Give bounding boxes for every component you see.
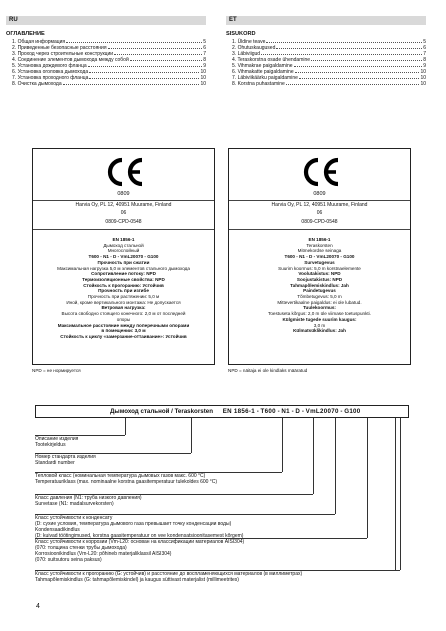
- cert-property-line: EN 1856-1: [112, 237, 135, 242]
- connector-line: [400, 418, 401, 570]
- code-condensate: D: [295, 408, 301, 415]
- toc-item-page: 5: [423, 39, 426, 45]
- certificate-number: 0809-CPD-0548: [301, 219, 338, 225]
- cert-property-line: Иной, кроме вертикального монтажа: Не допускается: [66, 299, 181, 305]
- toc-leader: [108, 45, 203, 49]
- cert-property-line: Tõmbetugevus: 5,0 m: [297, 294, 342, 300]
- toc-item-title: 4. Teraskorstna osade ühendamine: [232, 57, 311, 63]
- cert-property-line: Высота свободно стоящего конечного: 2,0 м от последней: [61, 311, 186, 317]
- designation-description: [35, 472, 217, 485]
- connector-line: [313, 418, 314, 494]
- cert-property-line: Voolutakistus: NPD: [298, 271, 341, 277]
- et-ce-marking-box: [228, 148, 411, 365]
- ce-year: 06: [316, 210, 323, 216]
- toc-item-page: 7: [203, 51, 206, 57]
- cert-property-line: Paindetugevus: [303, 288, 336, 294]
- code-standard: EN 1856-1: [222, 408, 255, 415]
- designation-code: Дымоход стальной / Teraskorsten EN 1856-1 - T600 - N1 - D - VmL20070 - G100: [110, 408, 361, 415]
- cert-property-line: Стойкость к прогоранию: Устойчив: [83, 282, 164, 288]
- description-line: Kondensaadikindlus: [35, 527, 80, 533]
- description-line: Класс устойчивости к прогоранию (G: устойчив) и расстояние до воспламеняющихся материалов (в миллиметрах): [35, 571, 303, 577]
- toc-item-page: 10: [420, 69, 426, 75]
- toc-item-title: 6. Vihmakatte paigaldamine: [232, 69, 294, 75]
- ce-notified-body-number: 0809: [313, 191, 326, 197]
- toc-item-title: 8. Очистка дымохода: [12, 81, 62, 87]
- cert-property-line: Soojustakistus: NPD: [296, 276, 343, 282]
- toc-item-title: 1. Üldine teave: [232, 39, 266, 45]
- connector-line: [35, 472, 282, 473]
- page-number: 4: [36, 603, 40, 610]
- toc-item-title: 3. Проход через строительные конструкции: [12, 51, 114, 57]
- toc-item-title: 7. Läbiviikäärku paigaldamine: [232, 75, 298, 81]
- connector-line: [367, 418, 368, 538]
- toc-leader: [266, 39, 422, 43]
- cert-property-line: Сопротивление потоку: NPD: [91, 271, 156, 277]
- ru-table-of-contents: [6, 31, 206, 87]
- cert-property-line: Suurim koormus: 5,0 m korstnaelemente: [278, 265, 361, 271]
- et-toc-title: SISUKORD: [226, 31, 256, 37]
- cert-property-line: T600 - N1 - D - VmL20070 - G100: [88, 254, 159, 260]
- ce-mark-icon: [33, 156, 214, 193]
- designation-description: [35, 538, 244, 563]
- designation-description: [35, 453, 96, 466]
- certificate-number: 0809-CPD-0548: [105, 219, 142, 225]
- toc-leader: [130, 57, 202, 61]
- description-line: Temperatuuriklass (max. nominaalne korstna gaasitemperatuur tulekoldes 600 °C): [35, 479, 218, 485]
- description-line: (D: сухие условия, температура дымового газа превышает точку конденсации воды): [35, 521, 232, 527]
- description-line: (D: kuivad töötingimused, korstna gaasitemperatuur on vee kondensatsioonitasemest kõrgem): [35, 533, 244, 539]
- toc-leader: [311, 57, 422, 61]
- cert-property-line: Максимальная нагрузка 5,0 м элементов стального дымохода: [57, 265, 190, 271]
- toc-item-title: 3. Läbiviigud: [232, 51, 261, 57]
- cert-property-line: EN 1856-1: [308, 237, 331, 242]
- toc-leader: [89, 69, 199, 73]
- connector-line: [35, 514, 335, 515]
- toc-item: [226, 81, 426, 87]
- toc-leader: [286, 81, 420, 85]
- toc-item-page: 10: [200, 81, 206, 87]
- toc-item-page: 10: [420, 81, 426, 87]
- cert-property-line: T600 - N1 - D - VmL20070 - G100: [284, 254, 355, 260]
- toc-item-page: 10: [200, 75, 206, 81]
- cert-property-line: в помещении: 3,0 м: [101, 328, 146, 334]
- cert-property-line: Mittevertikaalne paigaldus: ei ole lubatud.: [277, 299, 362, 305]
- description-line: (070: suitsutoru seina paksus): [35, 557, 102, 563]
- ru-npd-note: NPD = не нормируется: [32, 368, 81, 373]
- ce-notified-body-number: 0809: [117, 191, 130, 197]
- toc-item-title: 1. Общая информация: [12, 39, 66, 45]
- connector-line: [35, 538, 367, 539]
- toc-item-page: 6: [203, 45, 206, 51]
- toc-item-page: 6: [423, 45, 426, 51]
- et-cert-properties: [229, 235, 410, 336]
- cert-property-line: Tahmapõlemiskindlus: Jah: [290, 282, 349, 288]
- cert-property-line: Külmatsüklikindlus: Jah: [293, 328, 346, 334]
- cert-property-line: Mitmekordse seinaga: [297, 248, 342, 254]
- toc-item: [6, 81, 206, 87]
- code-temperature: T600: [260, 408, 276, 415]
- cert-property-line: Прочность при растяжении: 5,0 м: [87, 294, 160, 300]
- toc-item-title: 4. Соединение элементов дымохода между собой: [12, 57, 129, 63]
- toc-leader: [89, 75, 199, 79]
- cert-property-line: Прочность при изгибе: [98, 288, 149, 294]
- connector-line: [35, 453, 191, 454]
- toc-leader: [114, 51, 202, 55]
- cert-property-line: 3,0 m: [313, 322, 326, 328]
- toc-item-page: 9: [423, 63, 426, 69]
- et-language-code: ET: [229, 17, 237, 23]
- description-line: Класс устойчивости к конденсату: [35, 515, 113, 521]
- toc-item-page: 10: [200, 69, 206, 75]
- connector-line: [125, 418, 126, 435]
- cert-property-line: Термоизоляционные свойства: NPD: [82, 276, 165, 282]
- description-line: Standardi number: [35, 460, 75, 466]
- cert-property-line: Survetugevus: [304, 259, 335, 265]
- designation-description: [35, 494, 142, 507]
- connector-line: [191, 418, 192, 453]
- description-line: Tootekirjeldus: [35, 442, 66, 448]
- connector-line: [395, 418, 396, 570]
- manufacturer-address: Harvia Oy, PL 12, 40951 Muurame, Finland: [33, 200, 214, 210]
- toc-item-page: 8: [423, 57, 426, 63]
- ru-language-code: RU: [9, 17, 18, 23]
- cert-property-line: Стойкость к циклу «замерзание-оттаивание»: Устойчив: [60, 333, 187, 339]
- designation-description: [35, 514, 243, 539]
- cert-divider: [229, 229, 410, 230]
- connector-line: [35, 570, 395, 571]
- cert-property-line: Tuulekoormus:: [303, 305, 336, 311]
- toc-leader: [261, 51, 422, 55]
- toc-item-page: 8: [203, 57, 206, 63]
- et-table-of-contents: [226, 31, 426, 87]
- description-line: Класс устойчивости к коррозии (Vm-L20: основан на классификации материалов AISI304): [35, 539, 245, 545]
- toc-leader: [63, 81, 200, 85]
- toc-item-title: 5. Установка дождевого фланца: [12, 63, 87, 69]
- description-line: Tahmapõlemiskindlus (G: tahmapõlemiskindel) ja kaugus süttivast materjalist (millimeetrites): [35, 577, 239, 583]
- toc-leader: [295, 69, 420, 73]
- description-line: (070: толщина стенки трубы дымохода): [35, 545, 127, 551]
- et-npd-note: NPD = näitaja ei ole kindlaks määratud: [228, 368, 308, 373]
- toc-item-title: 7. Установка проходного фланца: [12, 75, 89, 81]
- ru-toc-title: ОГЛАВЛЕНИЕ: [6, 31, 45, 37]
- toc-leader: [88, 63, 203, 67]
- description-line: Описание изделия: [35, 436, 79, 442]
- cert-property-line: Максимальное расстояние между поперечными опорами: [57, 322, 190, 328]
- toc-item-page: 9: [203, 63, 206, 69]
- cert-property-line: Дымоход стальной: [103, 242, 144, 248]
- toc-item-page: 7: [423, 51, 426, 57]
- cert-property-line: Многослойный: [107, 248, 140, 254]
- manufacturer-address: Harvia Oy, PL 12, 40951 Muurame, Finland: [229, 200, 410, 210]
- code-corrosion: VmL20070: [305, 408, 339, 415]
- toc-leader: [299, 75, 420, 79]
- toc-item-page: 5: [203, 39, 206, 45]
- cert-property-line: Прочность при сжатии: [97, 259, 150, 265]
- cert-property-line: Ветровая нагрузка:: [101, 305, 146, 311]
- connector-line: [335, 418, 336, 514]
- toc-item-title: 5. Vihmakrae paigaldamine: [232, 63, 293, 69]
- product-name: Дымоход стальной / Teraskorsten: [110, 408, 213, 415]
- ce-year: 06: [120, 210, 127, 216]
- toc-leader: [276, 45, 422, 49]
- toc-item-title: 2. Приведенные безопасные расстояния: [12, 45, 107, 51]
- toc-item-page: 10: [420, 75, 426, 81]
- cert-property-line: опоры: [116, 316, 131, 322]
- et-language-header: [226, 16, 426, 25]
- connector-line: [35, 435, 125, 436]
- cert-property-line: Teraskorsten: [306, 242, 333, 248]
- description-line: Korrosioonikindlus (Vm-L20: põhineb materjaliklassil AISI304): [35, 551, 172, 557]
- cert-property-line: Toestuseta kõrgus: 2,0 m üle viimase toetuspunkti.: [268, 311, 371, 317]
- connector-line: [282, 418, 283, 472]
- cert-property-line: Külgmiste tugede suurim kaugus:: [282, 316, 357, 322]
- toc-item-title: 8. Korstna puhastamine: [232, 81, 285, 87]
- description-line: Тепловой класс (номинальная температура дымовых газов макс. 600 °C): [35, 473, 206, 479]
- designation-description: [35, 435, 78, 448]
- cert-divider: [33, 229, 214, 230]
- ru-cert-properties: [33, 235, 214, 342]
- toc-item-title: 2. Ohutuskaugused: [232, 45, 276, 51]
- designation-description: [35, 570, 302, 583]
- toc-leader: [66, 39, 202, 43]
- description-line: Survetase (N1: madalsurvekorsten): [35, 501, 114, 507]
- code-pressure: N1: [281, 408, 290, 415]
- ru-ce-marking-box: [32, 148, 215, 365]
- connector-line: [35, 494, 313, 495]
- ru-language-header: [6, 16, 206, 25]
- toc-item-title: 6. Установка оголовка дымохода: [12, 69, 89, 75]
- code-sootfire: G100: [344, 408, 361, 415]
- description-line: Класс давления (N1: труба низкого давления): [35, 495, 142, 501]
- ce-mark-icon: [229, 156, 410, 193]
- description-line: Номер стандарта изделия: [35, 454, 96, 460]
- toc-leader: [294, 63, 423, 67]
